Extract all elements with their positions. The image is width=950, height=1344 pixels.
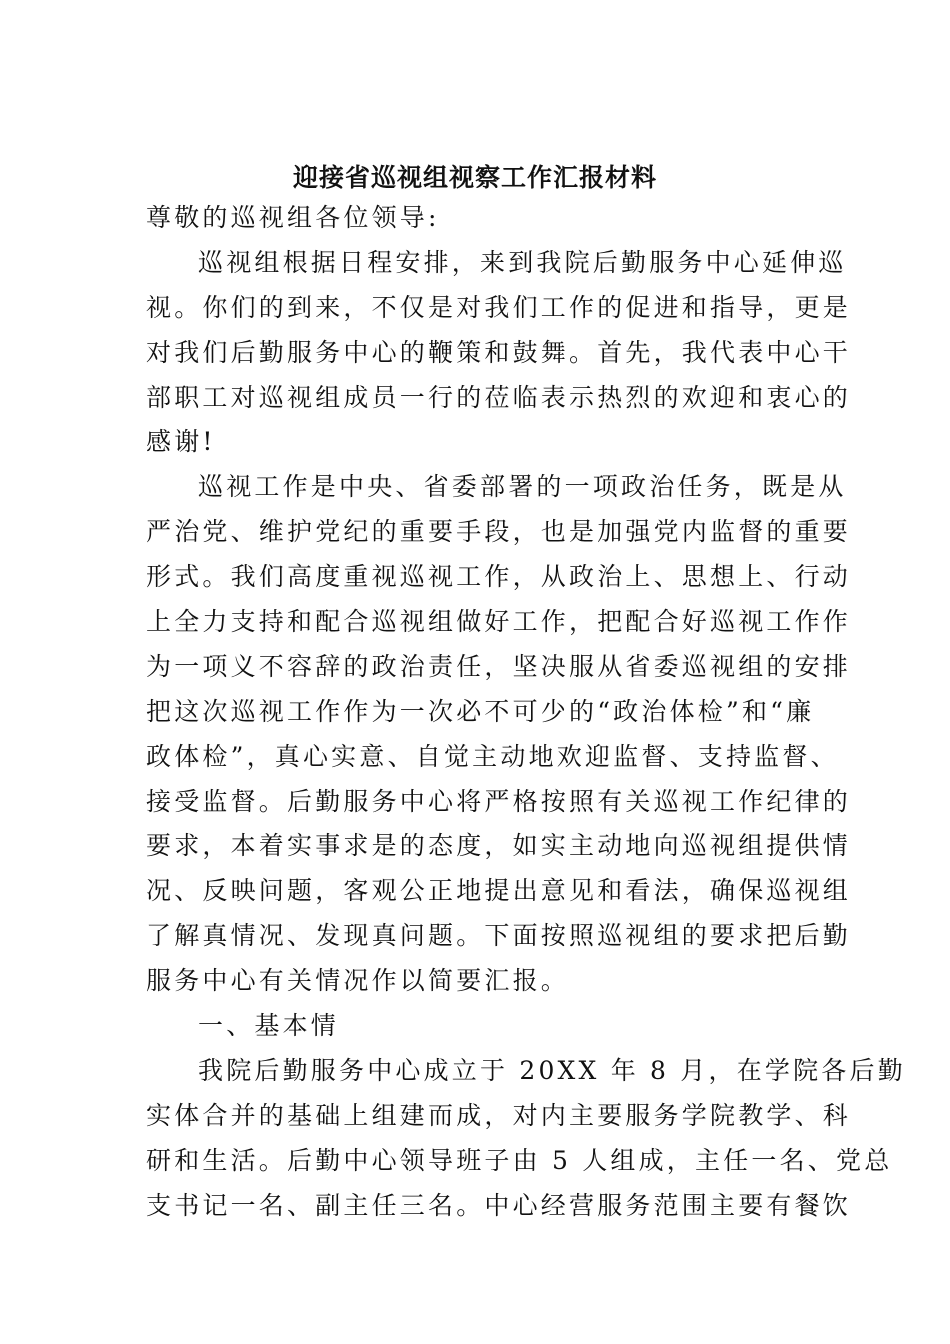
text-line: 了解真情况、发现真问题。下面按照巡视组的要求把后勤 (146, 921, 852, 951)
document-title: 迎接省巡视组视察工作汇报材料 (292, 163, 657, 192)
section-heading: 一、基本情 (198, 1011, 340, 1041)
text-line: 把这次巡视工作作为一次必不可少的“政治体检”和“廉 (146, 696, 815, 726)
text-line: 严治党、维护党纪的重要手段，也是加强党内监督的重要 (146, 517, 852, 547)
text-line: 尊敬的巡视组各位领导: (146, 203, 440, 232)
text-line: 感谢! (146, 427, 216, 457)
text-line: 研和生活。后勤中心领导班子由 5 人组成，主任一名、党总 (146, 1145, 893, 1175)
text-line: 部职工对巡视组成员一行的莅临表示热烈的欢迎和衷心的 (146, 382, 852, 412)
text-line: 实体合并的基础上组建而成，对内主要服务学院教学、科 (146, 1100, 852, 1130)
text-line: 巡视工作是中央、省委部署的一项政治任务，既是从 (198, 472, 847, 502)
text-line: 巡视组根据日程安排，来到我院后勤服务中心延伸巡 (198, 247, 847, 277)
text-line: 上全力支持和配合巡视组做好工作，把配合好巡视工作作 (146, 607, 852, 637)
text-line: 政体检”，真心实意、自觉主动地欢迎监督、支持监督、 (146, 741, 839, 771)
text-line: 对我们后勤服务中心的鞭策和鼓舞。首先，我代表中心干 (146, 337, 852, 367)
text-line: 视。你们的到来，不仅是对我们工作的促进和指导，更是 (146, 292, 852, 322)
text-line: 支书记一名、副主任三名。中心经营服务范围主要有餐饮 (146, 1190, 852, 1220)
text-line: 我院后勤服务中心成立于 20XX 年 8 月，在学院各后勤 (198, 1055, 906, 1085)
document-body (146, 196, 906, 1228)
text-line: 形式。我们高度重视巡视工作，从政治上、思想上、行动 (146, 562, 852, 592)
text-line: 为一项义不容辞的政治责任，坚决服从省委巡视组的安排 (146, 651, 852, 681)
text-line: 要求，本着实事求是的态度，如实主动地向巡视组提供情 (146, 831, 852, 861)
text-line: 接受监督。后勤服务中心将严格按照有关巡视工作纪律的 (146, 786, 852, 816)
text-line: 服务中心有关情况作以简要汇报。 (146, 966, 570, 996)
text-line: 况、反映问题，客观公正地提出意见和看法，确保巡视组 (146, 876, 852, 906)
